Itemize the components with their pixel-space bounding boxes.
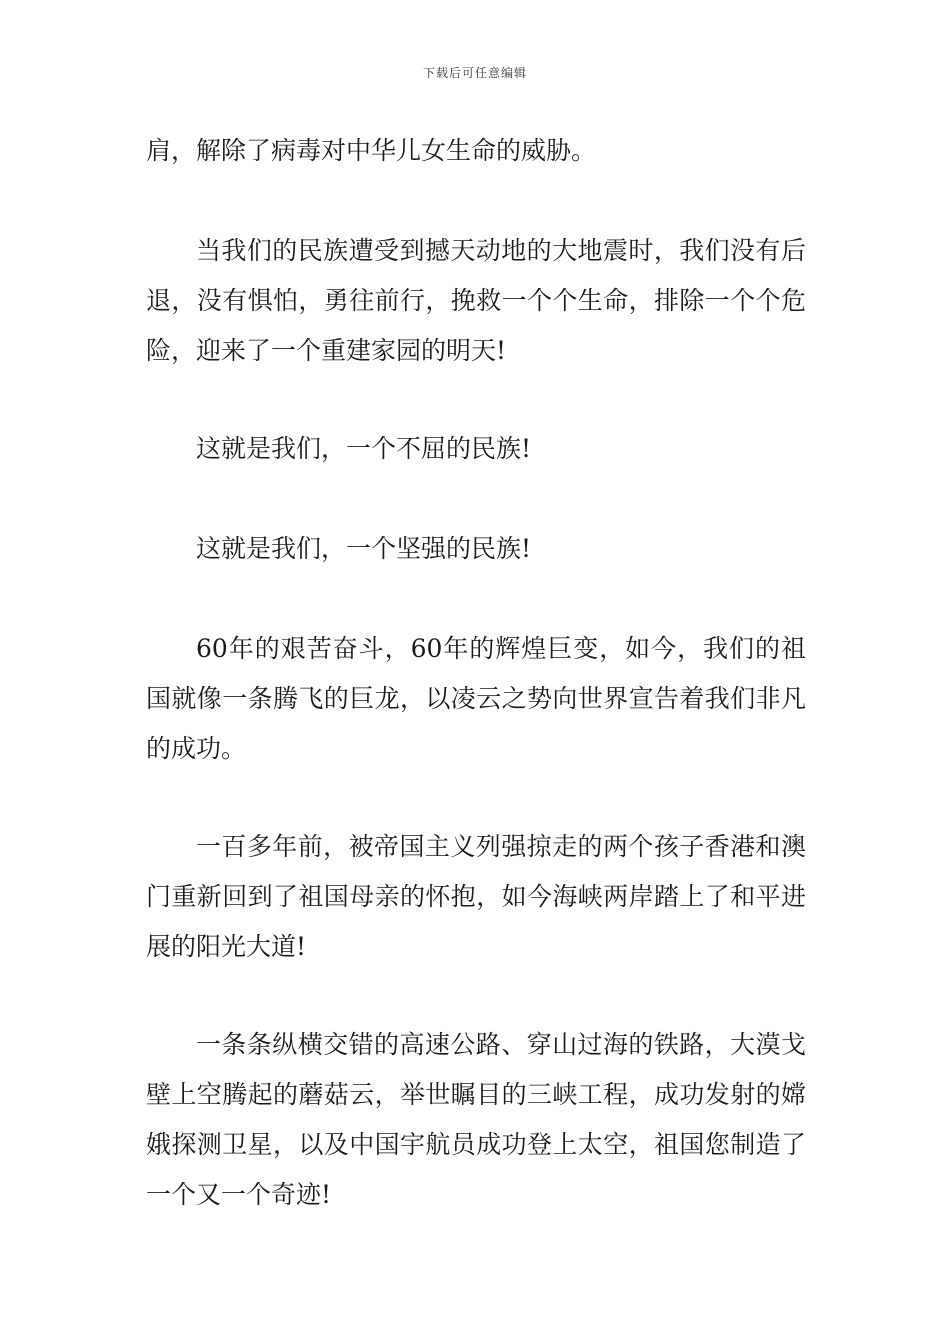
paragraph-continuation <box>146 126 806 176</box>
paragraph-block <box>146 226 806 376</box>
header-note: 下载后可任意编辑 <box>422 66 527 80</box>
paragraph-2: 当我们的民族遭受到撼天动地的大地震时，我们没有后退，没有惧怕，勇往前行，挽救一个个生命，排除一个个危险，迎来了一个重建家园的明天! <box>146 236 806 365</box>
paragraph-5: 60年的艰苦奋斗，60年的辉煌巨变，如今，我们的祖国就像一条腾飞的巨龙，以凌云之势向世界宣告着我们非凡的成功。 <box>146 634 806 763</box>
paragraph-1: 肩，解除了病毒对中华儿女生命的威胁。 <box>146 136 597 165</box>
paragraph-block <box>146 624 806 774</box>
paragraph-4: 这就是我们，一个坚强的民族! <box>196 534 532 563</box>
paragraph-3: 这就是我们，一个不屈的民族! <box>196 434 532 463</box>
paragraph-block <box>146 1020 806 1220</box>
paragraph-block <box>146 524 806 574</box>
paragraph-6: 一百多年前，被帝国主义列强掠走的两个孩子香港和澳门重新回到了祖国母亲的怀抱，如今海峡两岸踏上了和平进展的阳光大道! <box>146 832 806 961</box>
paragraph-block <box>146 822 806 972</box>
paragraph-7: 一条条纵横交错的高速公路、穿山过海的铁路，大漠戈壁上空腾起的蘑菇云，举世瞩目的三峡工程，成功发射的嫦娥探测卫星，以及中国宇航员成功登上太空，祖国您制造了一个又一个奇迹! <box>146 1030 806 1209</box>
paragraph-block <box>146 424 806 474</box>
